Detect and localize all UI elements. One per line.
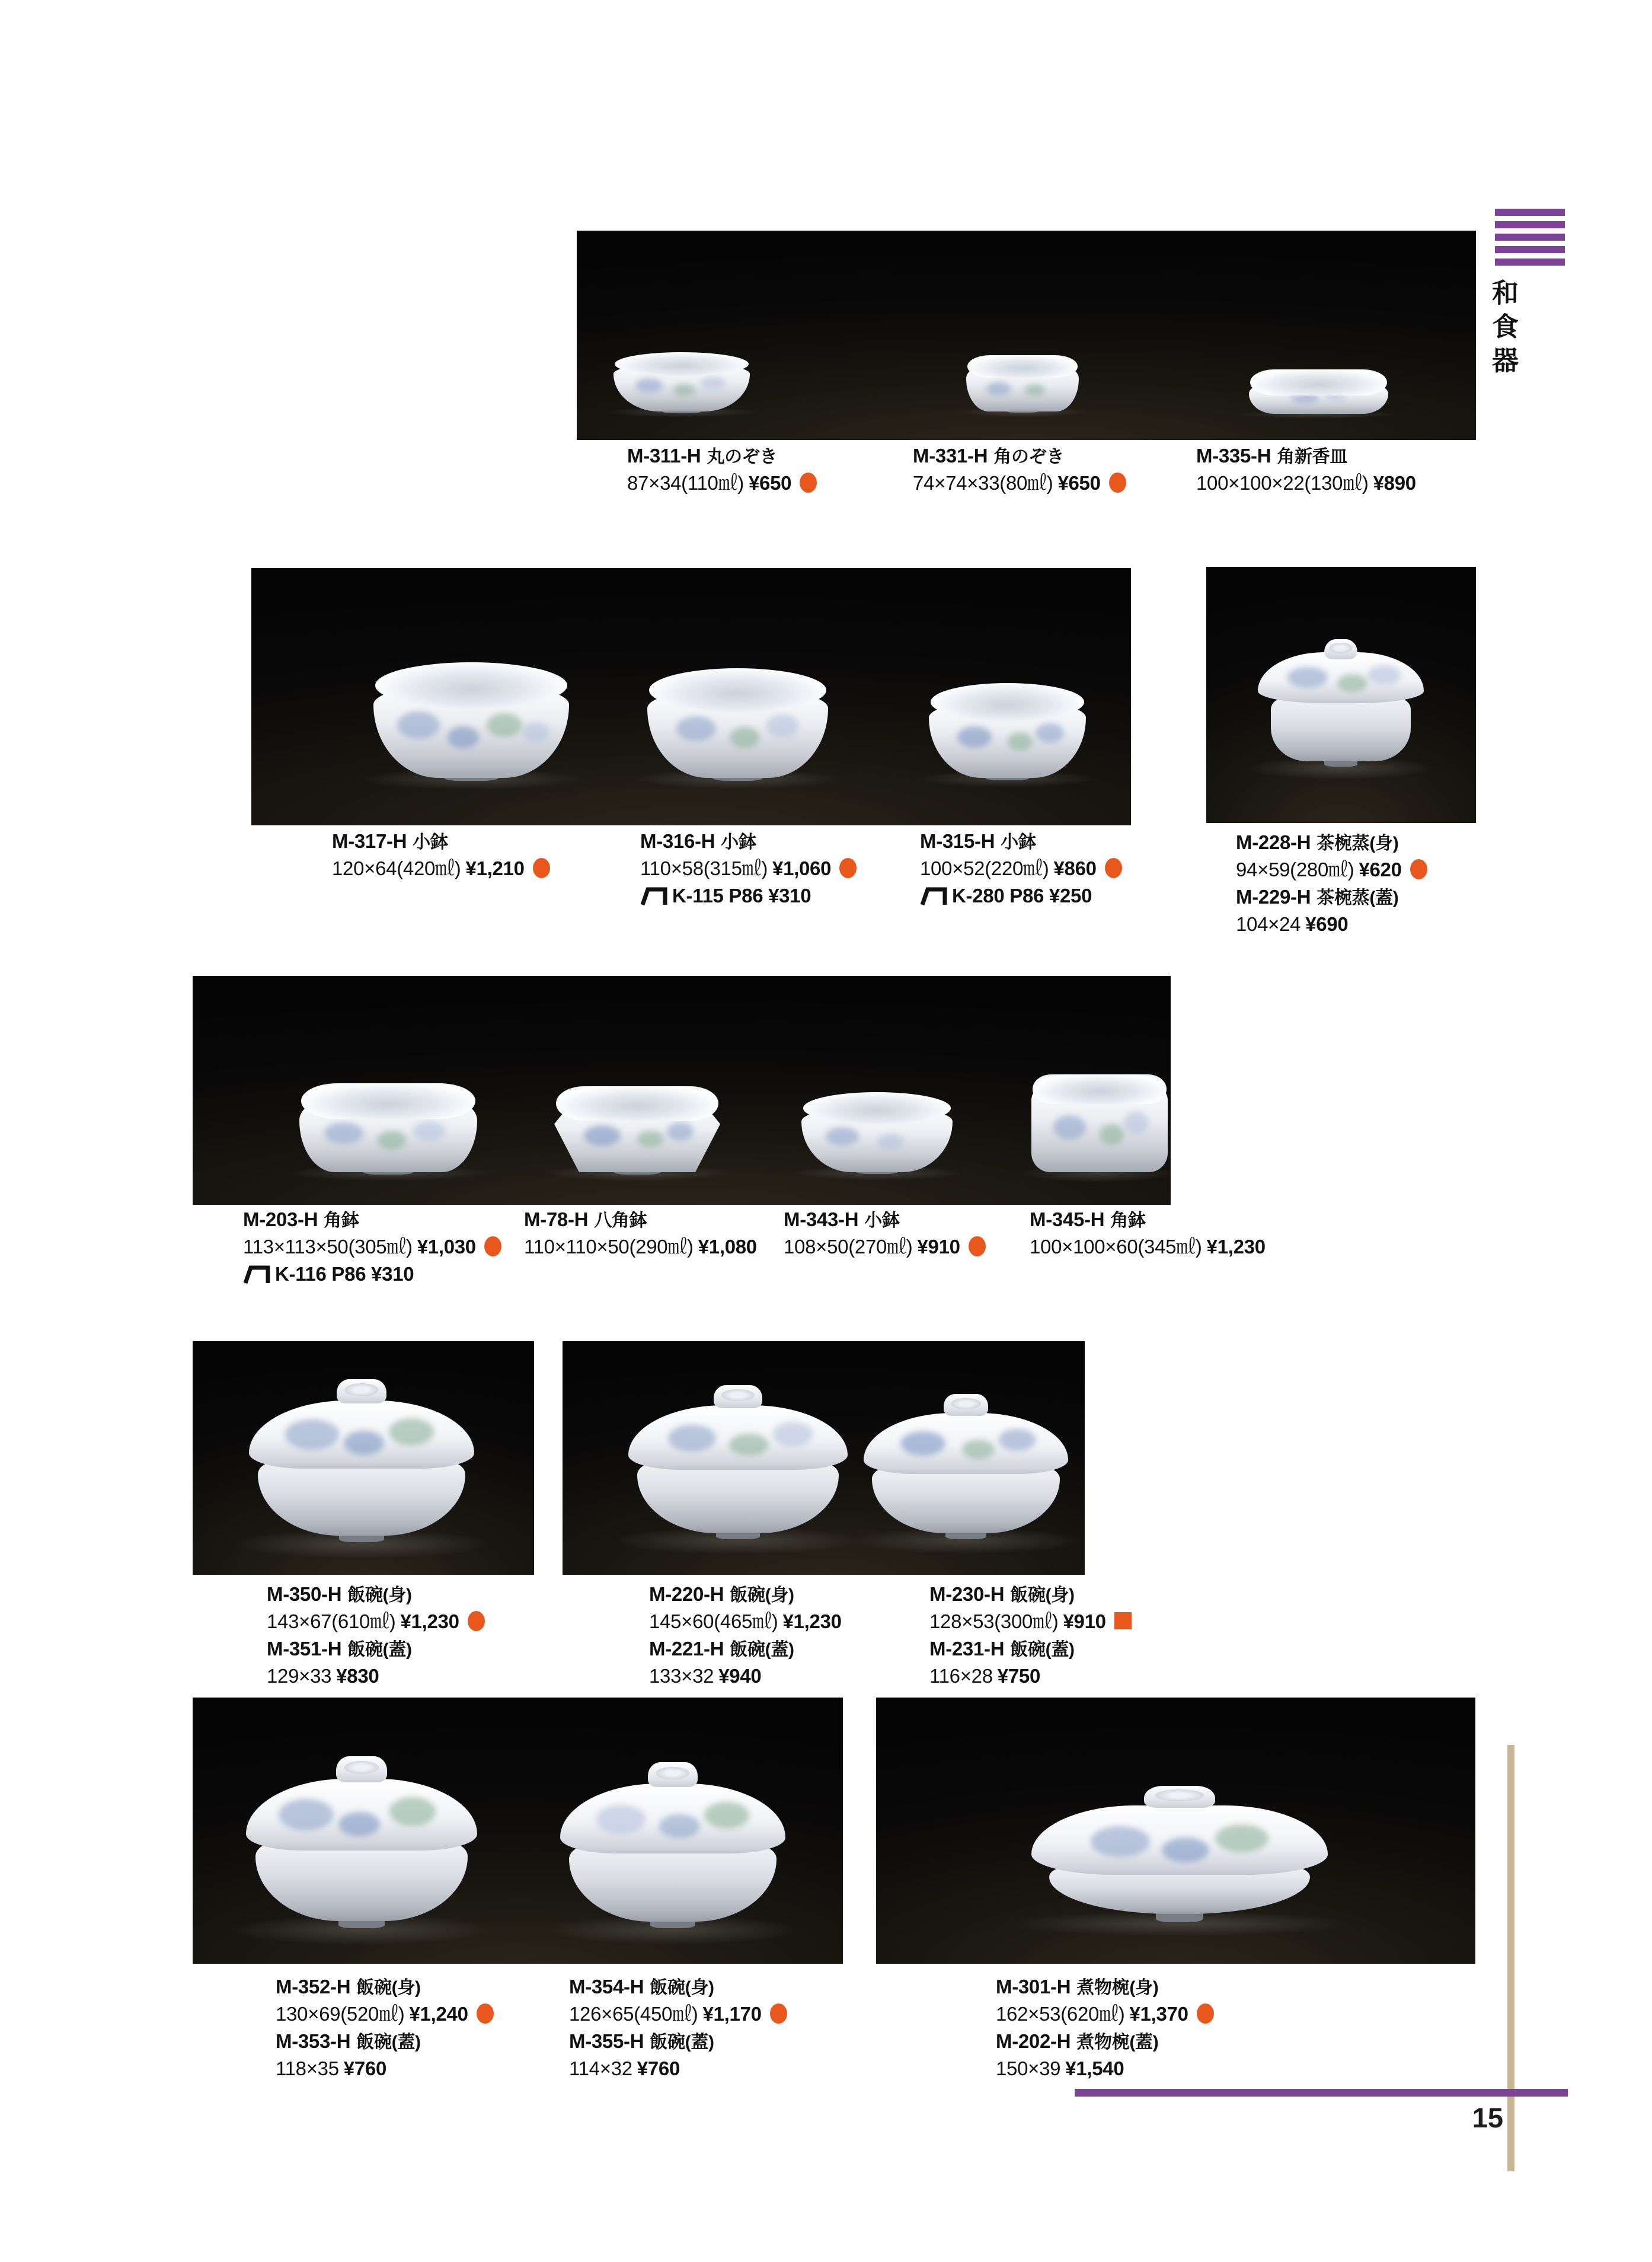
bowl-photo-m331: [966, 355, 1079, 411]
product-caption: [627, 442, 817, 497]
product-name: 茶椀蒸(蓋): [1317, 888, 1399, 908]
product-caption: [649, 1581, 842, 1690]
orange-dot-marker: [969, 1236, 986, 1256]
product-model: M-231-H: [929, 1638, 1005, 1660]
lid-icon: [920, 885, 947, 907]
bowl-photo-m352: [246, 1756, 477, 1928]
orange-dot-marker: [477, 2003, 494, 2024]
product-caption: [913, 442, 1126, 497]
product-price: ¥1,230: [400, 1610, 459, 1632]
product-name: 八角鉢: [594, 1211, 647, 1230]
product-photo-row4-left: [193, 1341, 534, 1575]
product-price: ¥910: [917, 1236, 960, 1258]
product-caption: [920, 828, 1122, 910]
page-number: 15: [1472, 2102, 1503, 2133]
product-price: ¥650: [1057, 472, 1101, 494]
lid-option: K-115 P86 ¥310: [672, 885, 811, 907]
orange-dot-marker: [1410, 859, 1427, 879]
product-dims: 94×59(280㎖): [1236, 859, 1354, 880]
product-photo-row5-right: [876, 1698, 1475, 1964]
product-caption: [569, 1973, 787, 2082]
product-price: ¥1,540: [1065, 2057, 1124, 2079]
product-caption: [1196, 442, 1416, 497]
product-model: M-203-H: [243, 1208, 318, 1230]
product-price: ¥890: [1373, 472, 1416, 494]
product-dims: 114×32: [569, 2057, 632, 2079]
product-price: ¥1,080: [698, 1236, 757, 1258]
product-name: 飯碗(身): [356, 1978, 421, 1998]
product-dims: 129×33: [267, 1665, 332, 1687]
product-caption: [332, 828, 550, 882]
tan-vertical-rule: [1507, 1745, 1514, 2171]
product-model: M-230-H: [929, 1583, 1005, 1605]
product-price: ¥1,170: [702, 2003, 762, 2025]
bowl-photo-m230: [864, 1394, 1068, 1539]
orange-dot-marker: [468, 1611, 485, 1631]
product-caption: [524, 1206, 757, 1261]
product-model: M-221-H: [649, 1638, 724, 1660]
product-model: M-78-H: [524, 1208, 589, 1230]
product-dims: 150×39: [996, 2057, 1061, 2079]
lid-icon: [640, 885, 667, 907]
product-price: ¥690: [1305, 913, 1349, 935]
product-name: 角鉢: [324, 1211, 359, 1230]
bowl-photo-m316: [647, 668, 828, 778]
lid-option: K-280 P86 ¥250: [952, 885, 1092, 907]
product-dims: 120×64(420㎖): [332, 857, 461, 879]
product-dims: 118×35: [276, 2057, 339, 2079]
product-caption: [996, 1973, 1214, 2082]
product-name: 小鉢: [1001, 832, 1036, 852]
product-price: ¥1,060: [772, 857, 832, 879]
purple-footer-rule: [1075, 2089, 1568, 2097]
product-model: M-316-H: [640, 830, 715, 852]
product-name: 飯碗(身): [1010, 1585, 1075, 1605]
product-price: ¥620: [1359, 859, 1402, 880]
product-name: 小鉢: [413, 832, 448, 852]
product-name: 飯碗(身): [650, 1978, 714, 1998]
orange-dot-marker: [484, 1236, 501, 1256]
product-dims: 100×52(220㎖): [920, 857, 1049, 879]
product-photo-row3: [193, 976, 1171, 1205]
product-model: M-350-H: [267, 1583, 342, 1605]
product-dims: 87×34(110㎖): [627, 472, 744, 494]
product-model: M-351-H: [267, 1638, 342, 1660]
lid-option: K-116 P86 ¥310: [275, 1263, 414, 1285]
product-name: 飯碗(蓋): [347, 1640, 412, 1660]
product-model: M-343-H: [784, 1208, 859, 1230]
product-caption: [276, 1973, 494, 2082]
product-name: 飯碗(蓋): [650, 2033, 714, 2052]
product-caption: [640, 828, 857, 910]
product-name: 小鉢: [864, 1211, 900, 1230]
orange-dot-marker: [533, 858, 550, 878]
product-model: M-352-H: [276, 1976, 351, 1998]
product-model: M-311-H: [627, 445, 701, 467]
product-dims: 104×24: [1236, 913, 1301, 935]
product-name: 飯碗(身): [730, 1585, 794, 1605]
product-name: 丸のぞき: [707, 447, 778, 467]
orange-square-marker: [1114, 1612, 1132, 1629]
product-model: M-345-H: [1030, 1208, 1105, 1230]
product-model: M-331-H: [913, 445, 988, 467]
product-photo-row2-left: [251, 568, 1131, 825]
category-index-bars-icon: [1495, 209, 1565, 271]
bowl-photo-m335: [1249, 369, 1388, 414]
product-name: 飯碗(蓋): [1010, 1640, 1075, 1660]
product-price: ¥1,370: [1129, 2003, 1188, 2025]
product-price: ¥1,210: [465, 857, 525, 879]
product-name: 角のぞき: [993, 447, 1065, 467]
product-dims: 110×110×50(290㎖): [524, 1236, 694, 1258]
bowl-photo-m315: [929, 683, 1086, 778]
product-price: ¥750: [997, 1665, 1041, 1687]
product-price: ¥940: [718, 1665, 762, 1687]
product-name: 煮物椀(蓋): [1076, 2033, 1159, 2052]
product-dims: 108×50(270㎖): [784, 1236, 913, 1258]
bowl-photo-m203: [299, 1083, 477, 1172]
product-dims: 130×69(520㎖): [276, 2003, 405, 2025]
product-caption: [267, 1581, 485, 1690]
product-dims: 162×53(620㎖): [996, 2003, 1125, 2025]
orange-dot-marker: [800, 473, 817, 493]
product-photo-row5-left: [193, 1698, 843, 1964]
product-dims: 145×60(465㎖): [649, 1610, 778, 1632]
bowl-photo-m228: [1258, 639, 1424, 767]
product-model: M-301-H: [996, 1976, 1071, 1998]
lid-icon: [243, 1263, 270, 1285]
product-model: M-354-H: [569, 1976, 644, 1998]
product-model: M-229-H: [1236, 886, 1311, 908]
product-price: ¥830: [336, 1665, 379, 1687]
product-price: ¥860: [1053, 857, 1097, 879]
product-price: ¥650: [748, 472, 792, 494]
product-price: ¥1,230: [782, 1610, 842, 1632]
product-name: 飯碗(蓋): [356, 2033, 421, 2052]
product-name: 飯碗(身): [347, 1585, 412, 1605]
product-price: ¥760: [343, 2057, 387, 2079]
product-model: M-220-H: [649, 1583, 724, 1605]
product-dims: 100×100×60(345㎖): [1030, 1236, 1202, 1258]
orange-dot-marker: [1109, 473, 1126, 493]
orange-dot-marker: [1105, 858, 1122, 878]
orange-dot-marker: [839, 858, 857, 878]
bowl-photo-m354: [560, 1762, 785, 1928]
product-model: M-355-H: [569, 2030, 644, 2052]
product-caption: [1236, 829, 1427, 938]
product-model: M-317-H: [332, 830, 407, 852]
product-caption: [929, 1581, 1132, 1690]
product-model: M-353-H: [276, 2030, 351, 2052]
product-dims: 126×65(450㎖): [569, 2003, 698, 2025]
bowl-photo-m345: [1031, 1074, 1168, 1172]
product-name: 茶椀蒸(身): [1317, 834, 1399, 853]
product-dims: 110×58(315㎖): [640, 857, 768, 879]
product-name: 小鉢: [721, 832, 756, 852]
product-photo-row4-right: [563, 1341, 1085, 1575]
product-model: M-315-H: [920, 830, 995, 852]
product-dims: 133×32: [649, 1665, 714, 1687]
product-photo-row2-right: [1206, 567, 1476, 823]
product-model: M-202-H: [996, 2030, 1071, 2052]
bowl-photo-m220: [628, 1385, 848, 1539]
product-dims: 100×100×22(130㎖): [1196, 472, 1369, 494]
product-name: 飯碗(蓋): [730, 1640, 794, 1660]
product-model: M-228-H: [1236, 831, 1311, 853]
product-name: 煮物椀(身): [1076, 1978, 1159, 1998]
product-name: 角鉢: [1110, 1211, 1146, 1230]
product-model: M-335-H: [1196, 445, 1271, 467]
orange-dot-marker: [770, 2003, 787, 2024]
product-dims: 143×67(610㎖): [267, 1610, 396, 1632]
product-price: ¥1,230: [1206, 1236, 1266, 1258]
product-dims: 74×74×33(80㎖): [913, 472, 1053, 494]
product-caption: [1030, 1206, 1266, 1261]
product-photo-row1: [577, 231, 1476, 440]
product-price: ¥1,240: [409, 2003, 468, 2025]
bowl-photo-m350: [249, 1379, 474, 1542]
product-dims: 113×113×50(305㎖): [243, 1236, 413, 1258]
product-name: 角新香皿: [1277, 447, 1348, 467]
category-label: 和食器: [1488, 279, 1518, 380]
product-dims: 116×28: [929, 1665, 993, 1687]
bowl-photo-m78: [554, 1086, 720, 1172]
bowl-photo-m301: [1031, 1783, 1328, 1922]
product-caption: [243, 1206, 501, 1288]
bowl-photo-m311: [613, 352, 750, 411]
product-price: ¥760: [637, 2057, 680, 2079]
bowl-photo-m343: [801, 1092, 953, 1172]
product-caption: [784, 1206, 986, 1261]
bowl-photo-m317: [373, 662, 569, 778]
product-price: ¥1,030: [417, 1236, 476, 1258]
orange-dot-marker: [1197, 2003, 1214, 2024]
product-price: ¥910: [1063, 1610, 1106, 1632]
product-dims: 128×53(300㎖): [929, 1610, 1059, 1632]
